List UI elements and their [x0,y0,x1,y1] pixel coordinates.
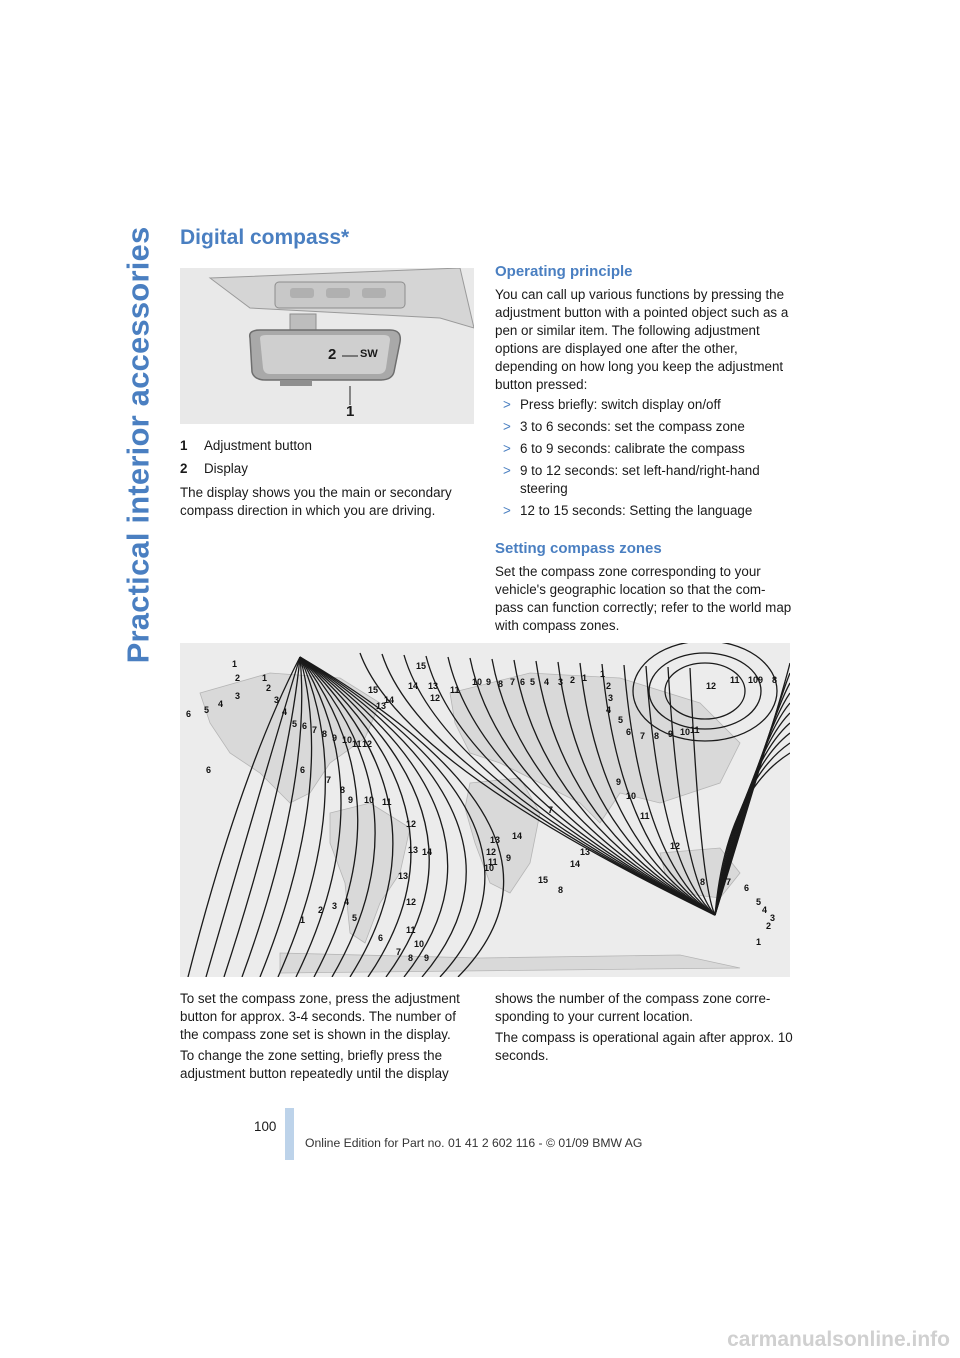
zone-number-label: 1 [300,915,306,925]
zone-number-label: 8 [772,675,778,685]
intro-paragraph: The display shows you the main or secondary compass direction in which you are driving. [180,485,452,518]
body-right-paragraph-1: shows the number of the compass zone corre-sponding to your current location. [495,991,771,1024]
mirror-illustration [180,268,474,424]
zone-number-label: 5 [352,913,358,923]
body-left-paragraph-2: To change the zone setting, briefly press the adjustment button repeatedly until the display [180,1048,449,1081]
zone-number-label: 9 [758,675,764,685]
zone-number-label: 11 [488,857,498,867]
zone-number-label: 4 [282,707,288,717]
zone-number-label: 10 [626,791,637,801]
zone-number-label: 7 [312,725,318,735]
duration-options-list [495,396,795,524]
operating-principle-heading: Operating principle [495,263,633,280]
zone-number-label: 1 [600,669,606,679]
zone-number-label: 8 [498,679,504,689]
zone-number-label: 9 [616,777,622,787]
compass-zone-world-map [180,643,790,977]
legend-item: 1 Adjustment button [180,438,312,453]
zone-number-label: 11 [730,675,740,685]
page-title: Digital compass* [180,226,350,249]
zone-number-label: 2 [235,673,241,683]
zone-number-label: 11 [406,925,416,935]
body-left-paragraph-1: To set the compass zone, press the adjustment button for approx. 3-4 seconds. The number of the compass zone set is shown in the display. [180,991,460,1042]
zone-number-label: 6 [206,765,212,775]
zone-number-label: 12 [362,739,373,749]
zone-number-label: 14 [570,859,581,869]
zone-number-label: 10 [364,795,375,805]
zone-number-label: 12 [670,841,681,851]
zone-number-label: 13 [580,847,591,857]
zone-number-label: 5 [530,677,536,687]
zone-number-label: 3 [770,913,776,923]
setting-zones-text: Set the compass zone corresponding to your vehicle's geographic location so that the com-pass can function correctly; refer to the world map with compass zones. [495,564,792,633]
zone-number-label: 13 [408,845,419,855]
zone-number-label: 9 [424,953,430,963]
zone-number-label: 7 [726,877,732,887]
list-item: > 6 to 9 seconds: calibrate the compass [495,440,795,458]
list-item: > 9 to 12 seconds: set left-hand/right-hand steering [495,462,795,498]
body-right-paragraph-2: The compass is operational again after approx. 10 seconds. [495,1030,793,1063]
zone-number-label: 9 [506,853,512,863]
zone-number-label: 11 [690,725,700,735]
zone-number-label: 11 [640,811,650,821]
zone-number-label: 6 [626,727,632,737]
world-map-illustration [180,643,790,977]
zone-number-label: 8 [700,877,706,887]
zone-number-label: 13 [490,835,501,845]
footer-accent-bar [285,1108,294,1160]
zone-number-label: 8 [558,885,564,895]
list-item: > 3 to 6 seconds: set the compass zone [495,418,795,436]
zone-number-label: 14 [422,847,433,857]
zone-number-label: 5 [756,897,762,907]
zone-number-label: 7 [548,805,554,815]
zone-number-label: 7 [640,731,646,741]
zone-number-label: 14 [512,831,523,841]
zone-number-label: 12 [706,681,717,691]
list-item: > Press briefly: switch display on/off [495,396,795,414]
zone-number-label: 4 [344,897,350,907]
list-item: > 12 to 15 seconds: Setting the language [495,502,795,520]
zone-number-label: 12 [406,819,417,829]
zone-number-label: 3 [235,691,241,701]
legend-item: 2 Display [180,461,248,476]
zone-number-label: 2 [606,681,612,691]
zone-number-label: 2 [766,921,772,931]
zone-number-label: 6 [302,721,308,731]
zone-number-label: 6 [744,883,750,893]
zone-number-label: 7 [326,775,332,785]
footer-edition-text: Online Edition for Part no. 01 41 2 602 116 - © 01/09 BMW AG [305,1136,643,1150]
zone-number-label: 15 [368,685,379,695]
zone-number-label: 15 [416,661,427,671]
zone-number-label: 3 [274,695,280,705]
callout-display-label: 2 [328,346,337,363]
page-number: 100 [254,1119,277,1134]
zone-number-label: 5 [204,705,210,715]
zone-number-label: 6 [520,677,526,687]
watermark: carmanualsonline.info [727,1328,950,1351]
zone-number-label: 3 [332,901,338,911]
zone-number-label: 9 [486,677,492,687]
zone-number-label: 9 [332,733,338,743]
zone-number-label: 11 [382,797,392,807]
zone-number-label: 5 [618,715,624,725]
zone-number-label: 15 [538,875,549,885]
zone-number-label: 3 [558,677,564,687]
zone-number-label: 10 [342,735,353,745]
zone-number-label: 10 [748,675,759,685]
zone-number-label: 6 [186,709,192,719]
zone-number-label: 12 [486,847,497,857]
zone-number-label: 3 [608,693,614,703]
callout-button-label: 1 [346,403,355,420]
side-section-title: Practical interior accessories [120,226,155,664]
zone-number-label: 11 [352,739,362,749]
zone-number-label: 1 [756,937,762,947]
zone-number-label: 12 [430,693,441,703]
zone-number-label: 4 [762,905,768,915]
zone-number-label: 1 [582,673,588,683]
zone-number-label: 13 [428,681,439,691]
zone-number-label: 8 [340,785,346,795]
zone-number-label: 2 [318,905,324,915]
rearview-mirror-figure [180,268,474,424]
zone-number-label: 8 [408,953,414,963]
zone-number-label: 13 [376,701,387,711]
zone-number-label: 11 [450,685,460,695]
zone-number-label: 5 [292,719,298,729]
zone-number-label: 10 [472,677,483,687]
zone-number-label: 13 [398,871,409,881]
zone-number-label: 10 [680,727,691,737]
zone-number-label: 9 [348,795,354,805]
zone-number-label: 14 [384,695,395,705]
zone-number-label: 1 [262,673,268,683]
zone-number-label: 8 [322,729,328,739]
zone-number-label: 8 [654,731,660,741]
zone-number-label: 7 [510,677,516,687]
zone-number-label: 2 [570,675,576,685]
zone-number-label: 10 [484,863,495,873]
zone-number-label: 12 [406,897,417,907]
zone-number-label: 10 [414,939,425,949]
zone-number-label: 6 [300,765,306,775]
zone-number-label: 2 [266,683,272,693]
zone-number-label: 14 [408,681,419,691]
zone-number-label: 9 [668,729,674,739]
operating-principle-text: You can call up various functions by pressing the adjustment button with a pointed object such as a pen or similar item. The following adjustment options are displayed one after the other, depending on how long you keep the adjustment button pressed: [495,287,789,392]
setting-zones-heading: Setting compass zones [495,540,662,557]
zone-number-label: 1 [232,659,238,669]
display-reading: SW [360,348,378,360]
zone-number-label: 6 [378,933,384,943]
zone-number-label: 4 [606,705,612,715]
zone-number-label: 4 [544,677,550,687]
zone-number-label: 7 [396,947,402,957]
zone-number-label: 4 [218,699,224,709]
